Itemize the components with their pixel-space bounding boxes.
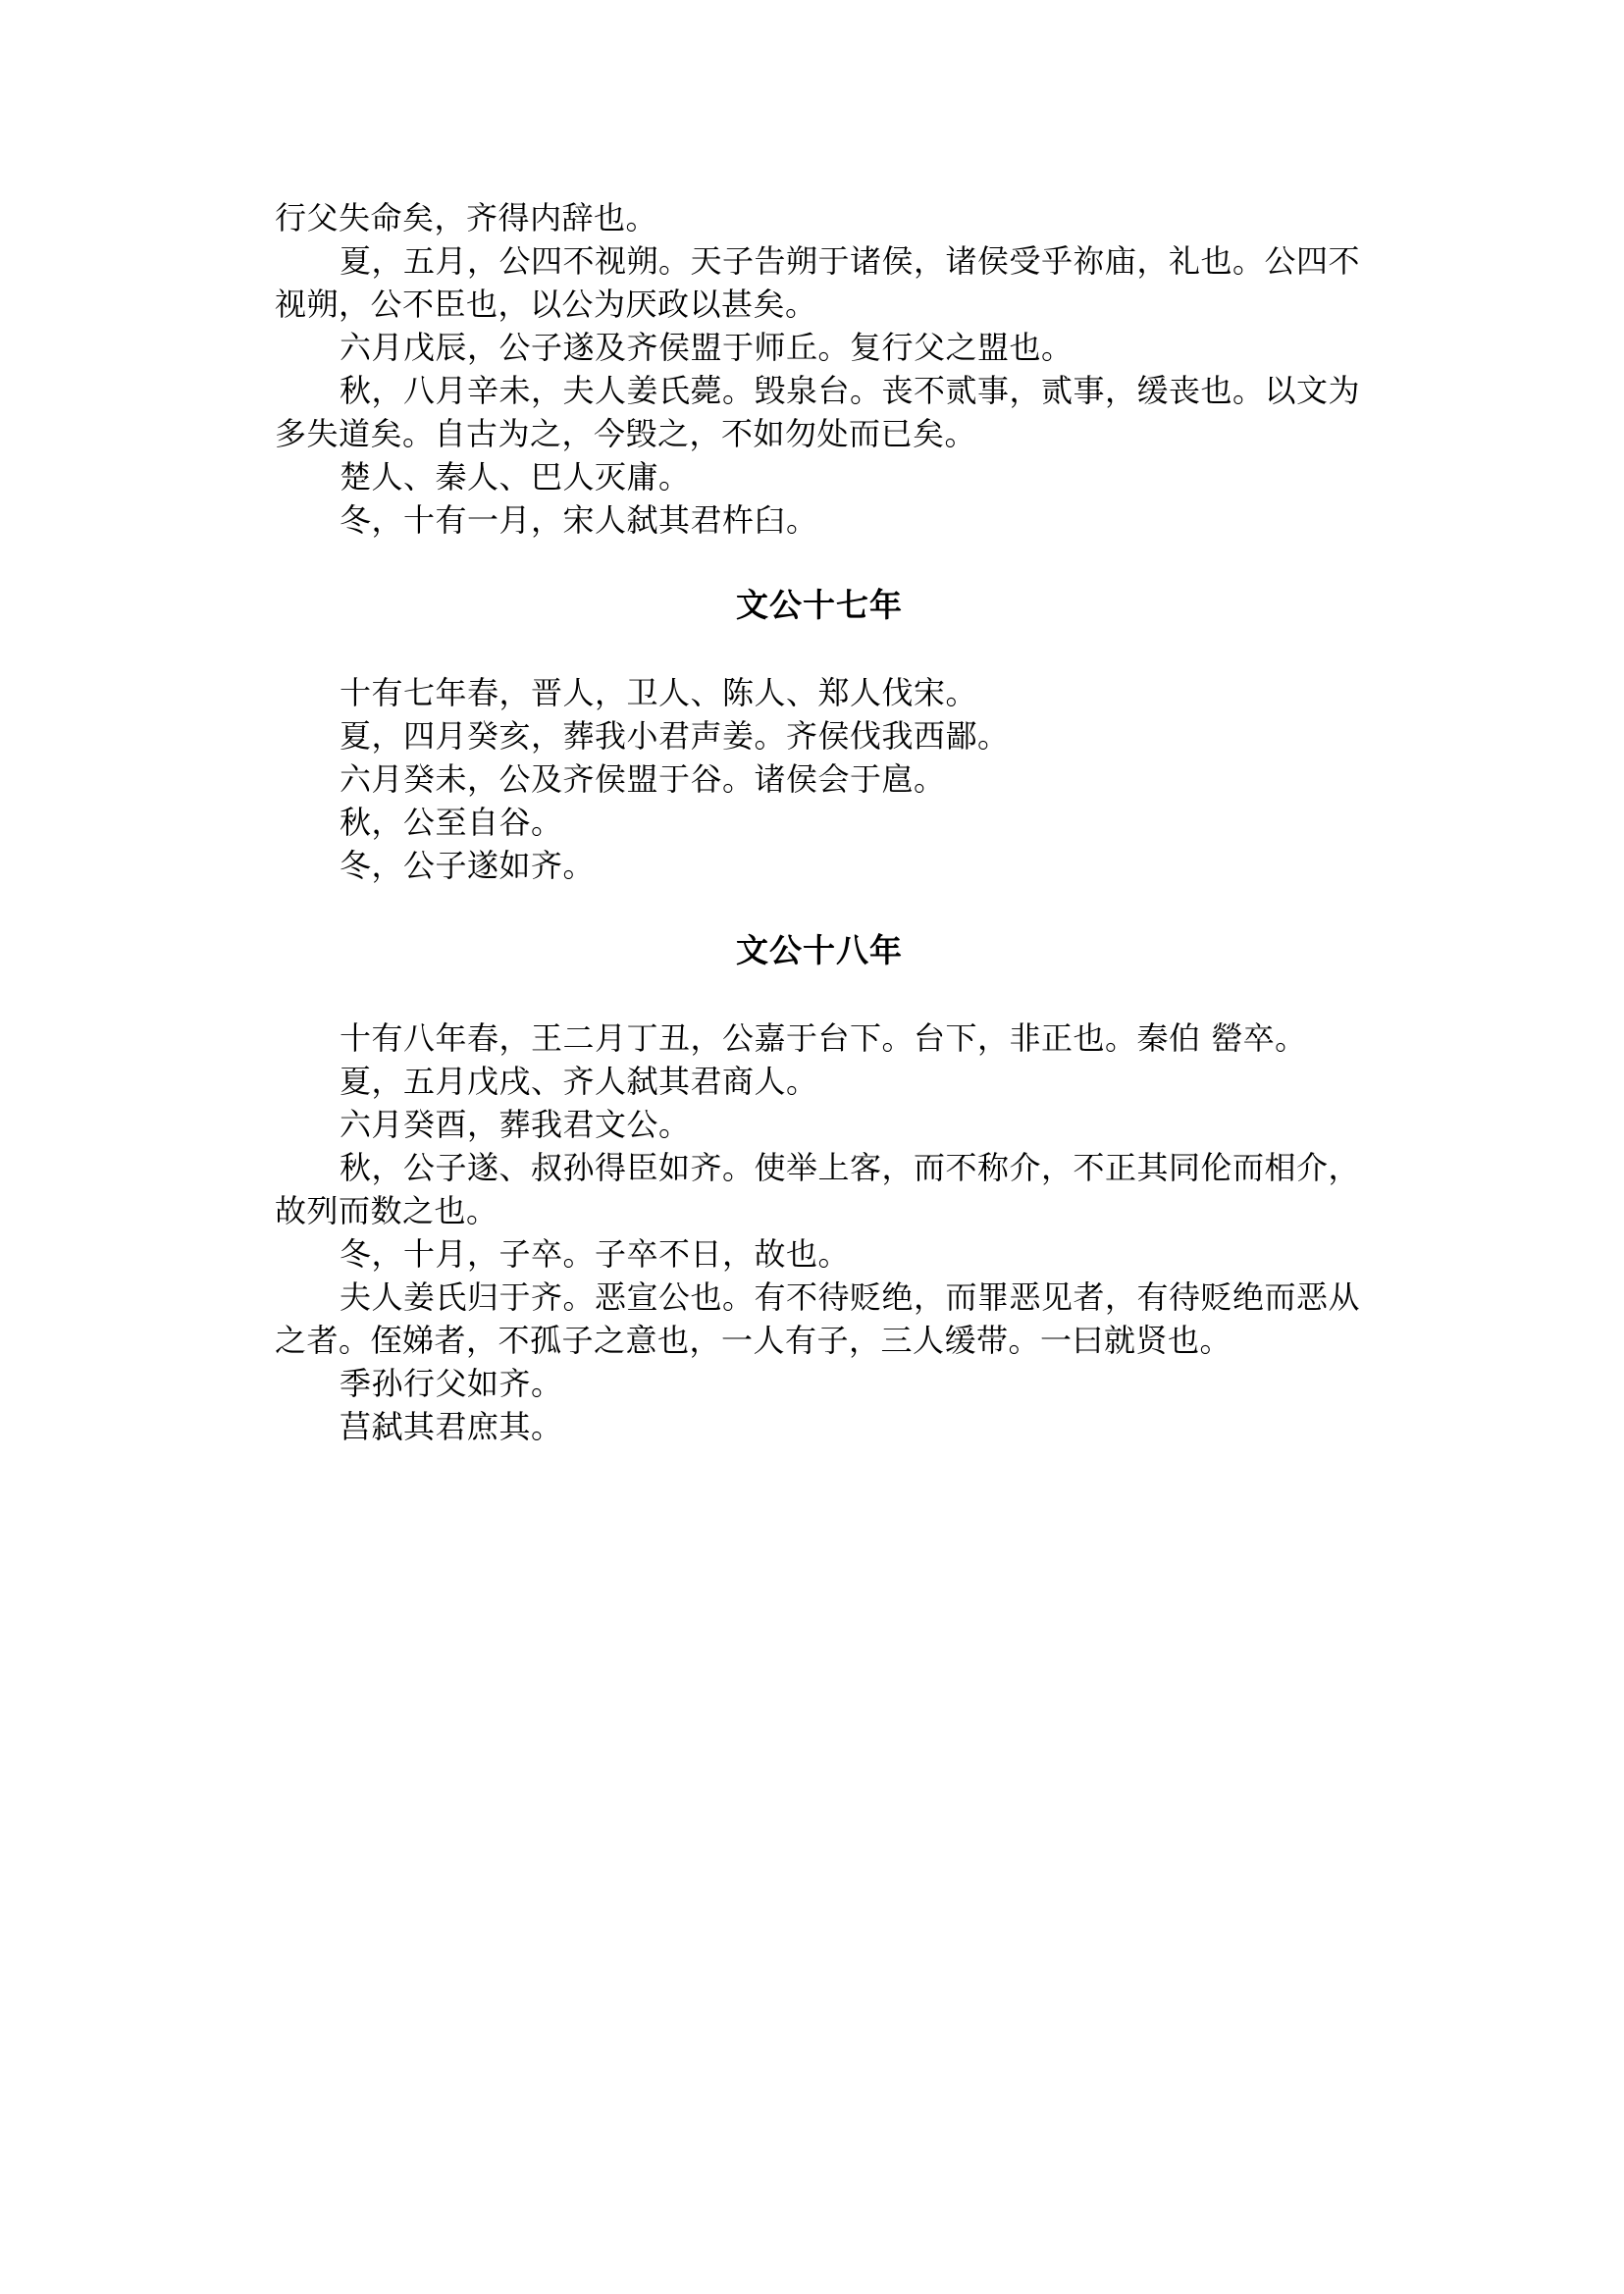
paragraph: 夏，四月癸亥，葬我小君声姜。齐侯伐我西鄙。	[340, 717, 1010, 755]
paragraph: 行父失命矣，齐得内辞也。	[275, 199, 658, 236]
document-page	[275, 196, 1364, 1448]
paragraph: 莒弑其君庶其。	[340, 1408, 563, 1445]
paragraph: 秋，公子遂、叔孙得臣如齐。使举上客，而不称介，不正其同伦而相介，故列而数之也。	[275, 1149, 1361, 1229]
paragraph: 秋，八月辛未，夫人姜氏薨。毁泉台。丧不贰事，贰事，缓丧也。以文为多失道矣。自古为之，今毁之，不如勿处而已矣。	[275, 372, 1361, 452]
paragraph: 冬，十月，子卒。子卒不日，故也。	[340, 1235, 851, 1273]
paragraph: 冬，十有一月，宋人弑其君杵臼。	[340, 501, 818, 539]
paragraph: 冬，公子遂如齐。	[340, 847, 596, 884]
paragraph: 季孙行父如齐。	[340, 1365, 563, 1402]
paragraph: 六月癸酉，葬我君文公。	[340, 1106, 691, 1143]
paragraph: 夏，五月戊戌、齐人弑其君商人。	[340, 1063, 818, 1100]
paragraph: 十有八年春，王二月丁丑，公嘉于台下。台下，非正也。秦伯 罃卒。	[340, 1019, 1307, 1057]
paragraph: 六月癸未，公及齐侯盟于谷。诸侯会于扈。	[340, 760, 946, 798]
paragraph: 十有七年春，晋人，卫人、陈人、郑人伐宋。	[340, 674, 978, 711]
paragraph: 夫人姜氏归于齐。恶宣公也。有不待贬绝，而罪恶见者，有待贬绝而恶从之者。侄娣者，不孤子之意也，一人有子，三人缓带。一曰就贤也。	[275, 1278, 1361, 1359]
section-continuation	[275, 196, 1364, 542]
section-year-18	[275, 929, 1364, 1448]
paragraph: 六月戊辰，公子遂及齐侯盟于师丘。复行父之盟也。	[340, 329, 1074, 366]
section-title: 文公十七年	[736, 586, 903, 624]
paragraph: 夏，五月，公四不视朔。天子告朔于诸侯，诸侯受乎祢庙，礼也。公四不视朔，公不臣也，以公为厌政以甚矣。	[275, 242, 1361, 323]
paragraph: 秋，公至自谷。	[340, 804, 563, 841]
paragraph: 楚人、秦人、巴人灭庸。	[340, 458, 691, 495]
section-year-17	[275, 584, 1364, 887]
section-title: 文公十八年	[736, 931, 903, 969]
